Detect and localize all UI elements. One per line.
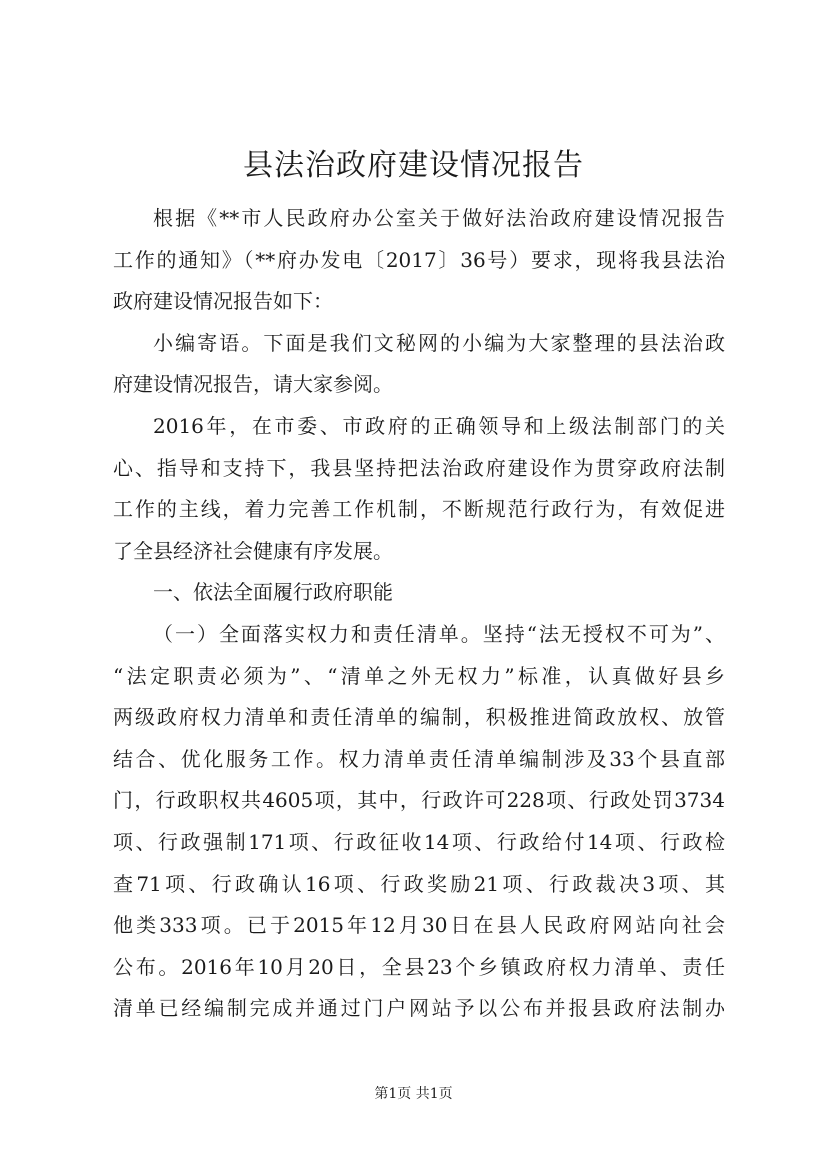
page-footer: 第1页 共1页 xyxy=(374,1086,453,1102)
text-line: 2016年，在市委、市政府的正确领导和上级法制部门的关 xyxy=(153,413,725,438)
text-line: 结合、优化服务工作。权力清单责任清单编制涉及33个县直部 xyxy=(113,746,725,771)
text-line: 清单已经编制完成并通过门户网站予以公布并报县政府法制办 xyxy=(113,996,725,1021)
text-line: 公布。2016年10月20日，全县23个乡镇政府权力清单、责任 xyxy=(113,954,725,979)
document-title: 县法治政府建设情况报告 xyxy=(243,148,584,183)
text-line: “法定职责必须为”、“清单之外无权力”标准，认真做好县乡 xyxy=(113,663,725,688)
document-body xyxy=(113,198,725,1030)
text-line: 工作的主线，着力完善工作机制，不断规范行政行为，有效促进 xyxy=(113,497,725,522)
text-line: 查71项、行政确认16项、行政奖励21项、行政裁决3项、其 xyxy=(113,871,725,896)
text-line: 工作的通知》（**府办发电〔2017〕36号）要求，现将我县法治 xyxy=(113,247,725,272)
text-line: 一、依法全面履行政府职能 xyxy=(153,580,393,605)
text-line: 小编寄语。下面是我们文秘网的小编为大家整理的县法治政 xyxy=(153,330,725,355)
text-line: 他类333项。已于2015年12月30日在县人民政府网站向社会 xyxy=(113,913,725,938)
text-line: 了全县经济社会健康有序发展。 xyxy=(113,538,393,563)
text-line: 政府建设情况报告如下： xyxy=(113,289,333,314)
text-line: 心、指导和支持下，我县坚持把法治政府建设作为贯穿政府法制 xyxy=(113,455,725,480)
text-line: 根据《**市人民政府办公室关于做好法治政府建设情况报告 xyxy=(153,206,725,230)
text-line: 两级政府权力清单和责任清单的编制，积极推进简政放权、放管 xyxy=(113,705,725,730)
text-line: 项、行政强制171项、行政征收14项、行政给付14项、行政检 xyxy=(113,829,725,854)
text-line: （一）全面落实权力和责任清单。坚持“法无授权不可为”、 xyxy=(153,621,725,646)
text-line: 府建设情况报告，请大家参阅。 xyxy=(113,372,393,397)
text-line: 门，行政职权共4605项，其中，行政许可228项、行政处罚3734 xyxy=(113,788,725,813)
